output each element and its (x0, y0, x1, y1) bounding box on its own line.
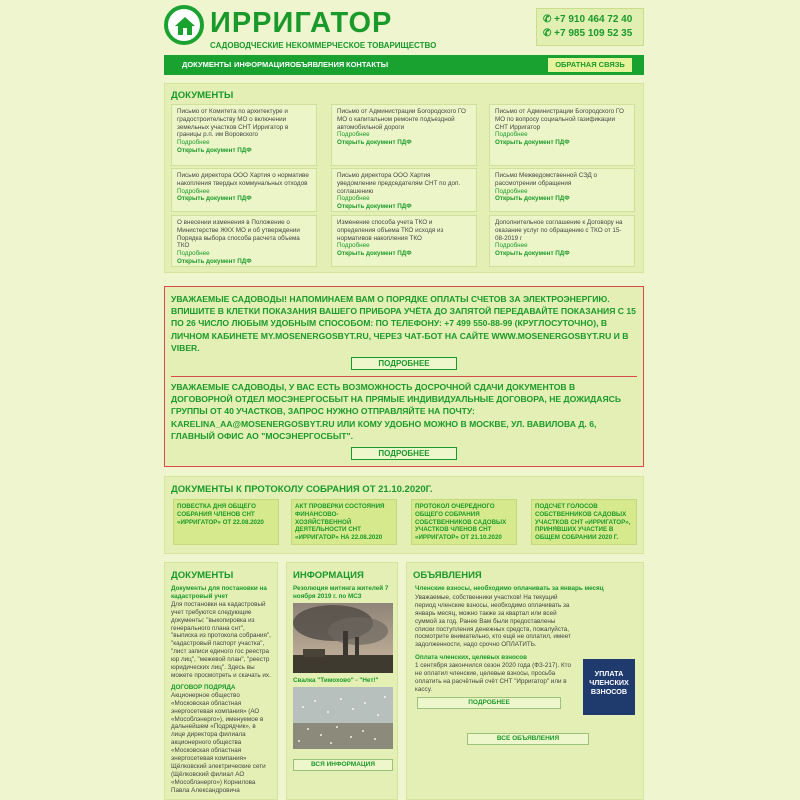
ads-text-1: Уважаемые, собственники участков! На текущий период членские взносы, необходимо оплачивать за январь месяц, можно также за квартал или всей суммой за год. Ранее Вам были предоставлены списки поступления денежных средств, пожалуйста, посмотрите внимательно, кто ещё не оплатил, имеет задолженности, надо срочно ОПЛАТИТЬ. (415, 593, 571, 649)
cadastral-text: Для постановки на кадастровый учет требуются следующие документы: "выкопировка из генерального плана снт", "выписка из протокола собрания", "кадастровый паспорт участка", "лист записи единого гос реестра юр лиц", "межевой план", "реестр юридических лиц". Здесь вы можете просмотреть и скачать их. (171, 600, 271, 679)
protocol-item[interactable]: ПРОТОКОЛ ОЧЕРЕДНОГО ОБЩЕГО СОБРАНИЯ СОБСТВЕННИКОВ САДОВЫХ УЧАСТКОВ ЧЛЕНОВ СНТ «ИРРИГАТОР» ОТ 21.10.2020 (411, 499, 517, 545)
doc-card (489, 168, 635, 212)
doc-open-link[interactable]: Открыть документ ПДФ (177, 257, 252, 265)
protocol-item[interactable]: АКТ ПРОВЕРКИ СОСТОЯНИЯ ФИНАНСОВО-ХОЗЯЙСТВЕННОЙ ДЕЯТЕЛЬНОСТИ СНТ «ИРРИГАТОР» НА 22.08.2020 (291, 499, 397, 545)
ads-column (406, 562, 644, 800)
doc-open-link[interactable]: Открыть документ ПДФ (495, 139, 570, 147)
main-nav (164, 55, 644, 75)
doc-text: Письмо от Администрации Богородского ГО МО о капитальном ремонте подъездной автомобильной дороги (337, 108, 466, 131)
info-item-2-title[interactable]: Свалка "Тимохово" - "Нет!" (293, 677, 379, 684)
doc-text: Письмо от Администрации Богородского ГО МО по вопросу социальной газификации СНТ Ирригатор (495, 108, 624, 131)
doc-open-link[interactable]: Открыть документ ПДФ (177, 195, 252, 203)
doc-card (331, 104, 477, 166)
doc-open-link[interactable]: Открыть документ ПДФ (337, 250, 412, 258)
cadastral-heading[interactable]: Документы для постановки на кадастровый учет (171, 585, 267, 600)
house-icon (172, 13, 198, 39)
docs-column-title: ДОКУМЕНТЫ (171, 570, 234, 581)
ads-more-button[interactable]: ПОДРОБНЕЕ (417, 697, 561, 709)
doc-open-link[interactable]: Открыть документ ПДФ (177, 146, 252, 154)
ads-column-title: ОБЪЯВЛЕНИЯ (413, 570, 482, 581)
phone-icon: ✆ (543, 14, 552, 25)
phone-2[interactable]: ✆ +7 985 109 52 35 (543, 28, 633, 39)
docs-column (164, 562, 278, 800)
doc-text: Дополнительное соглашение к Договору на оказание услуг по обращению с ТКО от 15-08-2019 г (495, 219, 623, 242)
notice-divider (171, 376, 637, 377)
bottom-section (164, 562, 644, 800)
doc-text: Письмо директора ООО Хартия уведомление председателям СНТ по доп. соглашению (337, 172, 461, 195)
doc-more-link[interactable]: Подробнее (337, 131, 370, 139)
phones-box (536, 8, 644, 46)
ads-text-2: 1 сентября закончился сезон 2020 года (ФЗ-217). Кто не оплатил членские, целевые взносы, просьба оплатить на расчётный счёт СНТ "Ирригатор" или в кассу. (415, 662, 571, 693)
doc-more-link[interactable]: Подробнее (495, 242, 528, 250)
doc-more-link[interactable]: Подробнее (177, 139, 210, 147)
all-ads-button[interactable]: ВСЕ ОБЪЯВЛЕНИЯ (467, 733, 589, 745)
doc-open-link[interactable]: Открыть документ ПДФ (495, 250, 570, 258)
doc-open-link[interactable]: Открыть документ ПДФ (337, 139, 412, 147)
doc-more-link[interactable]: Подробнее (337, 242, 370, 250)
doc-card (331, 168, 477, 212)
header (164, 5, 644, 53)
all-info-button[interactable]: ВСЯ ИНФОРМАЦИЯ (293, 759, 393, 771)
phone-1[interactable]: ✆ +7 910 464 72 40 (543, 14, 633, 25)
payment-badge[interactable]: УПЛАТА ЧЛЕНСКИХ ВЗНОСОВ (583, 659, 635, 715)
doc-open-link[interactable]: Открыть документ ПДФ (337, 203, 412, 211)
info-image-2[interactable] (293, 687, 393, 749)
doc-card (171, 215, 317, 267)
doc-text: Письмо директора ООО Хартия о нормативе накопления твердых коммунальных отходов (177, 172, 309, 187)
nav-information[interactable]: ИНФОРМАЦИЯ (234, 60, 290, 69)
site-subtitle: САДОВОДЧЕСКИЕ НЕКОММЕРЧЕСКОЕ ТОВАРИЩЕСТВО (210, 41, 437, 50)
protocol-item[interactable]: ПОВЕСТКА ДНЯ ОБЩЕГО СОБРАНИЯ ЧЛЕНОВ СНТ «ИРРИГАТОР» ОТ 22.08.2020 (173, 499, 279, 545)
protocol-item[interactable]: ПОДСЧЕТ ГОЛОСОВ СОБСТВЕННИКОВ САДОВЫХ УЧАСТКОВ СНТ «ИРРИГАТОР», ПРИНЯВШИХ УЧАСТИЕ В ОБЩЕМ СОБРАНИИ 2020 Г. (531, 499, 637, 545)
notice-text-2: УВАЖАЕМЫЕ САДОВОДЫ, У ВАС ЕСТЬ ВОЗМОЖНОСТЬ ДОСРОЧНОЙ СДАЧИ ДОКУМЕНТОВ В ДОГОВОРНОЙ ОТДЕЛ МОСЭНЕРГОСБЫТ НА ПРЯМЫЕ ИНДИВИДУАЛЬНЫЕ ДОГОВОРА, НЕ ДОЖИДАЯСЬ ГРУППЫ ОТ 40 УЧАСТКОВ, ЗАПРОС НУЖНО ОТПРАВЛЯЙТЕ НА ПОЧТУ: KARELINA_AA@MOSENERGOSBYT.RU ИЛИ КОМУ УДОБНО МОЖНО В МОСКВЕ, УЛ. ВАВИЛОВА Д. 6, ГЛАВНЫЙ ОФИС АО "МОСЭНЕРГОСБЫТ". (171, 382, 622, 441)
info-column (286, 562, 398, 800)
logo[interactable] (164, 5, 204, 45)
protocol-title: ДОКУМЕНТЫ К ПРОТОКОЛУ СОБРАНИЯ ОТ 21.10.2020Г. (171, 484, 433, 495)
doc-card (489, 104, 635, 166)
ads-heading-1[interactable]: Членские взносы, необходимо оплачивать за январь месяц (415, 585, 604, 592)
contract-text: Акционерное общество «Московская областная энергосетевая компания» (АО «Мособлэнерго»), именуемое в дальнейшем «Подрядчик», в лице директора филиала акционерного общества «Московская областная энергосетевая компания» Щёлковский электрические сети (Щёлковский филиал АО «Мособлэнерго») Корнилова Павла Александровича (171, 691, 266, 794)
doc-text: О внесении изменения в Положение о Министерстве ЖКХ МО и об утверждении Порядка выбора способа расчета объема ТКО (177, 219, 300, 250)
doc-more-link[interactable]: Подробнее (177, 187, 210, 195)
documents-title: ДОКУМЕНТЫ (171, 90, 234, 101)
factory-smoke-image (293, 603, 393, 673)
doc-open-link[interactable]: Открыть документ ПДФ (495, 195, 570, 203)
doc-text: Письмо от Комитета по архитектуре и градостроительству МО о включении земельных участков СНТ Ирригатор в границы р.п. им Воровского (177, 108, 289, 139)
doc-more-link[interactable]: Подробнее (495, 187, 528, 195)
documents-panel (164, 83, 644, 273)
doc-more-link[interactable]: Подробнее (177, 250, 210, 258)
doc-card (171, 168, 317, 212)
nav-documents[interactable]: ДОКУМЕНТЫ (182, 60, 232, 69)
notice-text-1: УВАЖАЕМЫЕ САДОВОДЫ! НАПОМИНАЕМ ВАМ О ПОРЯДКЕ ОПЛАТЫ СЧЕТОВ ЗА ЭЛЕКТРОЭНЕРГИЮ. ВПИШИТЕ В КЛЕТКИ ПОКАЗАНИЯ ВАШЕГО ПРИБОРА УЧЁТА ДО ЗАПЯТОЙ ПЕРЕДАВАЙТЕ ПОКАЗАНИЯ С 15 ПО 26 ЧИСЛО ЛЮБЫМ УДОБНЫМ СПОСОБОМ: ПО ТЕЛЕФОНУ: +7 499 550-88-99 (КРУГЛОСУТОЧНО), В ЛИЧНОМ КАБИНЕТЕ MY.MOSENERGOSBYT.RU, ЧЕРЕЗ ЧАТ-БОТ НА САЙТЕ WWW.MOSENERGOSBYT.RU И В VIBER. (171, 294, 636, 353)
info-column-title: ИНФОРМАЦИЯ (293, 570, 364, 581)
notice-more-button-2[interactable]: ПОДРОБНЕЕ (351, 447, 457, 460)
feedback-button[interactable]: ОБРАТНАЯ СВЯЗЬ (548, 58, 632, 72)
doc-card (171, 104, 317, 166)
contract-heading[interactable]: ДОГОВОР ПОДРЯДА (171, 683, 236, 691)
doc-text: Изменение способа учета ТКО и определения объема ТКО исходя из нормативов накопления ТКО (337, 219, 444, 242)
site-title: ИРРИГАТОР (210, 7, 393, 39)
nav-announcements[interactable]: ОБЪЯВЛЕНИЯ (290, 60, 345, 69)
doc-card (331, 215, 477, 267)
doc-more-link[interactable]: Подробнее (495, 131, 528, 139)
notice-panel (164, 286, 644, 467)
nav-contacts[interactable]: КОНТАКТЫ (346, 60, 389, 69)
protocol-panel (164, 476, 644, 554)
doc-text: Письмо Межведомственной СЭД о рассмотрении обращения (495, 172, 597, 187)
ads-heading-2[interactable]: Оплата членских, целевых взносов (415, 654, 528, 662)
landfill-birds-image (293, 687, 393, 749)
doc-more-link[interactable]: Подробнее (337, 195, 370, 203)
notice-more-button-1[interactable]: ПОДРОБНЕЕ (351, 357, 457, 370)
phone-icon: ✆ (543, 28, 552, 39)
info-item-1-title[interactable]: Резолюция митинга жителей 7 ноября 2019 г. по МСЗ (293, 585, 389, 600)
doc-card (489, 215, 635, 267)
info-image-1[interactable] (293, 603, 393, 673)
